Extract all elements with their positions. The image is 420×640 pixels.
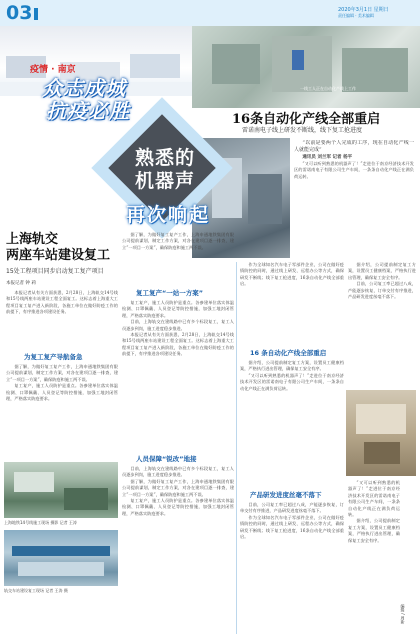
page-number: 03 [6,2,33,24]
right-article-column-2b [348,480,400,630]
body-paragraph: 据介绍，公司提前制定复工方案，设置员工健康档案，严格执行进出管理，确保复工安全有序。 [348,262,416,280]
body-paragraph: 复工复产，施工人员防护是重点。各参建单位落实体温检测、口罩佩戴、人员登记等防控措施，加强工地封闭管理，严格落实防疫要求。 [122,300,234,318]
right-article-column-2 [348,262,416,386]
body-paragraph: 据介绍，公司提前制定复工方案，设置员工健康档案，严格执行进出管理，确保复工安全有序。 [348,518,400,543]
right-article-subheadline: 雷诺南电子线上研发不断线，线下复工抢进度 [242,127,363,134]
body-paragraph: “又可以听到熟悉的机器声了！”走进位于南京经济技术开发区的雷诺南电子有限公司生产车间，一条条自动化产线正在满负荷运转。 [294,161,414,179]
photo-station-construction [4,530,118,586]
footer-editorial: 编辑 / 周新 [400,604,406,624]
left-sub-heading-3: 人员保障“锐改”地接 [136,455,197,463]
body-paragraph: 据了解，为做好复工复产工作，上海申通地铁集团有限公司提前谋划，制定工作方案，对各在建项目逐一排查，建立“一项目一方案”，确保防疫和施工两不误。 [122,232,234,250]
hero-logo: 疫情 · 南京 [30,65,76,75]
left-sub-heading-1: 为复工复产导航备急 [24,353,83,361]
column-divider [236,262,237,634]
body-paragraph: 作为全球知名汽车电子零部件企业，公司在做好疫情防控的同时，通过线上研发、远程办公等方式，确保研发不断线；线下复工抢进度，16条自动化产线全部重启。 [240,514,344,540]
left-article-column-2 [122,232,234,284]
header-editors: 责任编辑 · 美术编辑 [338,13,374,18]
body-paragraph: 据了解，为做好复工复产工作，上海申通地铁集团有限公司提前谋划，制定工作方案，对各在建项目逐一排查，建立“一项目一方案”，确保防疫和施工两不误。 [6,364,118,382]
body-paragraph: 据介绍，公司提前制定复工方案，设置员工健康档案，严格执行进出管理，确保复工安全有序。 [240,360,344,372]
body-paragraph: “又可以听到熟悉的机器声了！”走进位于南京经济技术开发区的雷诺南电子有限公司生产车间，一条条自动化产线正在满负荷运转。 [240,372,344,391]
left-article-subheadline: 15处工程项目同步启动复工复产项目 [6,268,104,275]
right-sub-heading-1: 16 条自动化产线全部重启 [250,349,327,357]
body-paragraph: 目前，上海轨交在建线路中已有多个标段复工，复工人员逐步到岗，施工进度稳步推进。 [122,466,234,478]
body-paragraph: 作为全球知名汽车电子零部件企业，公司在做好疫情防控的同时，通过线上研发、远程办公等方式，确保研发不断线；线下复工抢进度，16条自动化产线全部重启。 [240,262,344,287]
header-date: 2020年3月1日 星期日 [338,7,389,13]
body-paragraph: 目前，公司复工率已超过八成，产能逐步恢复，订单交付有序推进，产品研发进度丝毫不落下。 [348,281,416,300]
body-paragraph: 复工复产，施工人员防护是重点。各参建单位落实体温检测、口罩佩戴、人员登记等防控措施，加强工地封闭管理，严格落实防疫要求。 [122,498,234,516]
left-article-headline-line1: 上海轨交 [6,232,59,247]
left-article-column-1 [6,290,118,350]
left-article-headline-line2: 两座车站建设复工 [6,248,111,263]
left-article-column-1b [6,364,118,458]
right-article-column-1c [240,502,344,634]
feature-title-line2: 机器声 [134,170,195,192]
body-paragraph: “以前是要两个人完成的工序，现在自动化产线一人就能完成” [294,140,414,153]
right-article-column-1 [240,262,344,346]
hero-slogan-line1: 众志成城 [42,76,126,100]
body-paragraph: 本报记者从有关方面获悉，2月28日，上海轨交14号线和15号线两座车站建设工程全面复工。这标志着上海重大工程项目复工复产进入新阶段，各施工单位在做好防疫工作的前提下，有序推进各项建设任务。 [122,332,234,357]
body-paragraph: 目前，公司复工率已超过八成，产能逐步恢复，订单交付有序推进，产品研发进度丝毫不落下。 [240,502,344,514]
right-article-byline: 通讯员 刘兰军 记者 杨平 [302,155,353,160]
body-paragraph: 目前，上海轨交在建线路中已有多个标段复工，复工人员逐步到岗，施工进度稳步推进。 [122,319,234,331]
feature-title-line1: 熟悉的 [134,147,195,169]
photo-caption-low-2: 轨交车站建设复工现场 记者 王涛 摄 [4,588,68,593]
left-article-column-2b [122,300,234,450]
hero-slogan-line2: 抗疫必胜 [46,99,130,123]
page-number-bar [34,8,38,20]
photo-construction-site [4,462,118,518]
left-sub-heading-2: 复工复产“一站一方案” [136,289,204,297]
right-article-column-1b [240,360,344,486]
body-paragraph: 复工复产，施工人员防护是重点。各参建单位落实体温检测、口罩佩戴、人员登记等防控措施，加强工地封闭管理，严格落实防疫要求。 [6,383,118,402]
photo-caption-top-right: 一线工人正在自动化产线上工作 [300,86,356,91]
right-sub-heading-2: 产品研发进度丝毫不落下 [250,491,322,499]
body-paragraph: 据了解，为做好复工复产工作，上海申通地铁集团有限公司提前谋划，制定工作方案，对各在建项目逐一排查，建立“一项目一方案”，确保防疫和施工两不误。 [122,478,234,497]
photo-factory-detail [346,390,416,476]
right-article-headline: 16条自动化产线全部重启 [232,112,381,127]
body-paragraph: 本报记者从有关方面获悉，2月28日，上海轨交14号线和15号线两座车站建设工程全面复工。这标志着上海重大工程项目复工复产进入新阶段，各施工单位在做好防疫工作的前提下，有序推进各项建设任务。 [6,290,118,315]
photo-production-line [192,26,420,108]
left-article-byline: 本报记者 钟 莉 [6,281,36,286]
feature-title-line3: 再次响起 [125,204,210,226]
right-article-intro [294,140,414,260]
photo-caption-low-1: 上海地铁14号线施工现场 摄影 记者 王涛 [4,520,77,525]
body-paragraph: “又可以听到熟悉的机器声了！”走进位于南京经济技术开发区的雷诺南电子有限公司生产车间，一条条自动化产线正在满负荷运转。 [348,480,400,518]
left-article-column-2c [122,466,234,636]
